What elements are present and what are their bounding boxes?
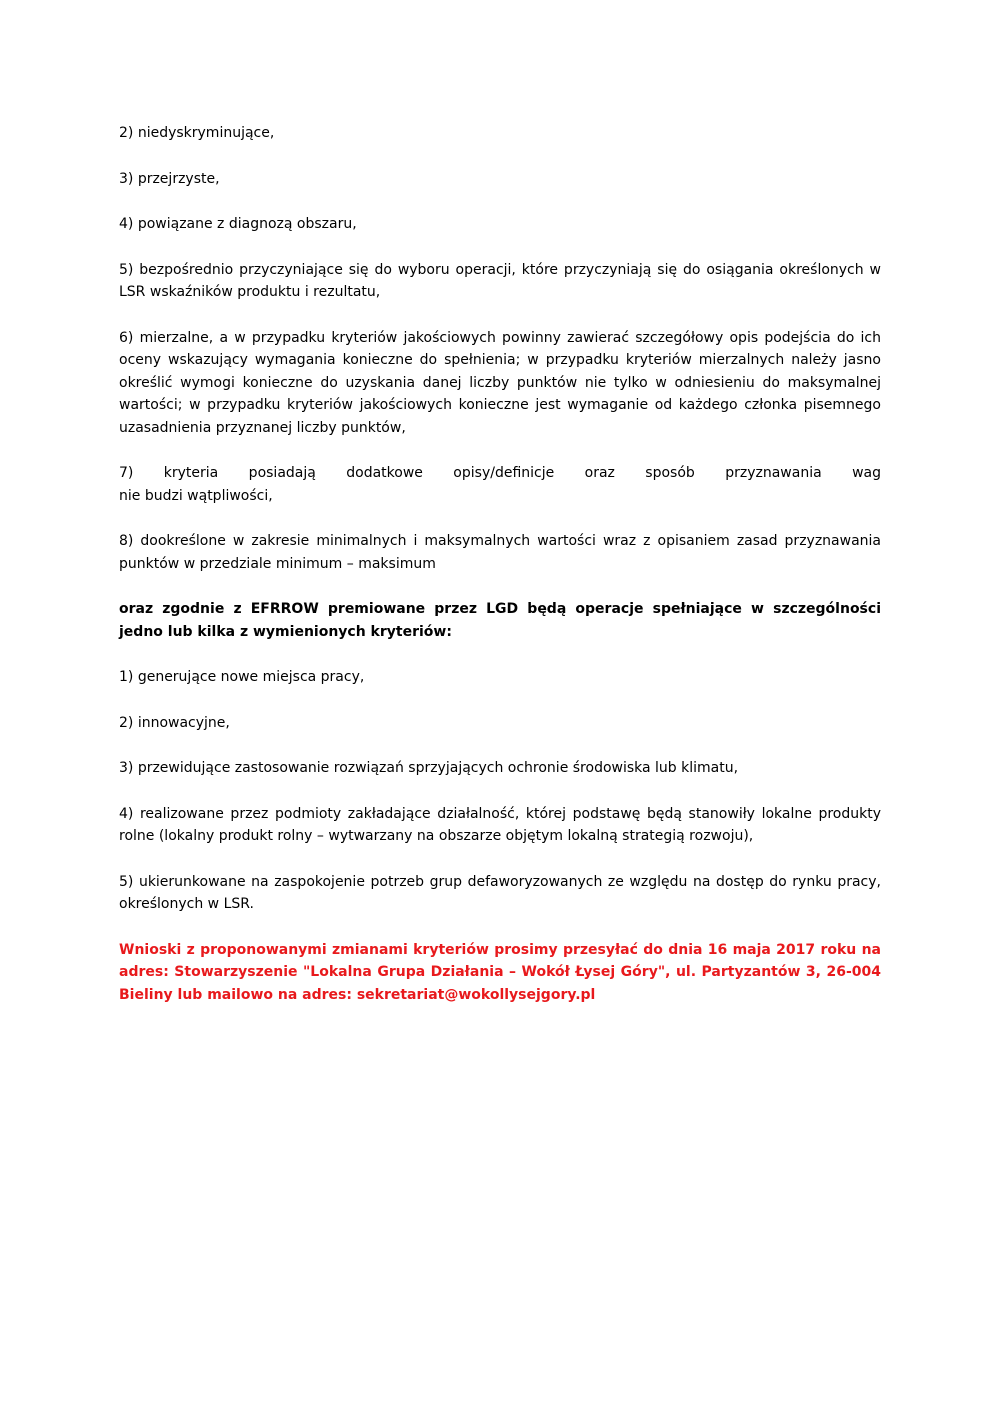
submission-notice: Wnioski z proponowanymi zmianami kryteriów prosimy przesyłać do dnia 16 maja 2017 roku na adres: Stowarzyszenie "Lokalna Grupa Działania – Wokół Łysej Góry", ul. Partyzantów 3, 26-004 Bieliny lub mailowo na adres: sekretariat@wokollysejgory.pl	[119, 941, 881, 1003]
efrrow-criterion-1-new-jobs: 1) generujące nowe miejsca pracy,	[119, 669, 365, 685]
criterion-2-non-discriminatory: 2) niedyskryminujące,	[119, 125, 275, 141]
criterion-4-linked-to-diagnosis: 4) powiązane z diagnozą obszaru,	[119, 216, 357, 232]
criterion-7-line-1: 7) kryteria posiadają dodatkowe opisy/definicje oraz sposób przyznawania wag	[119, 465, 881, 481]
document-body	[119, 122, 881, 1029]
efrrow-criterion-4-local-products: 4) realizowane przez podmioty zakładające działalność, której podstawę będą stanowiły lokalne produkty rolne (lokalny produkt rolny – wytwarzany na obszarze objętym lokalną strategią rozwoju),	[119, 805, 881, 844]
criterion-7-line-2: nie budzi wątpliwości,	[119, 487, 273, 504]
criterion-8-min-max: 8) dookreślone w zakresie minimalnych i maksymalnych wartości wraz z opisaniem zasad przyznawania punktów w przedziale minimum – maksimum	[119, 533, 881, 572]
criterion-5-contributing-to-selection: 5) bezpośrednio przyczyniające się do wyboru operacji, które przyczyniają się do osiągania określonych w LSR wskaźników produktu i rezultatu,	[119, 261, 881, 300]
efrrow-heading: oraz zgodnie z EFRROW premiowane przez LGD będą operacje spełniające w szczególności jedno lub kilka z wymienionych kryteriów:	[119, 601, 881, 640]
criterion-7-definitions	[119, 462, 881, 507]
criterion-6-measurable: 6) mierzalne, a w przypadku kryteriów jakościowych powinny zawierać szczegółowy opis podejścia do ich oceny wskazujący wymagania konieczne do spełnienia; w przypadku kryteriów mierzalnych należy jasno określić wymogi konieczne do uzyskania danej liczby punktów nie tylko w odniesieniu do maksymalnej wartości; w przypadku kryteriów jakościowych konieczne jest wymaganie od każdego członka pisemnego uzasadnienia przyznanej liczby punktów,	[119, 329, 881, 436]
efrrow-criterion-5-disadvantaged-groups: 5) ukierunkowane na zaspokojenie potrzeb grup defaworyzowanych ze względu na dostęp do rynku pracy, określonych w LSR.	[119, 873, 881, 912]
criterion-3-transparent: 3) przejrzyste,	[119, 170, 220, 187]
efrrow-criterion-3-environment: 3) przewidujące zastosowanie rozwiązań sprzyjających ochronie środowiska lub klimatu,	[119, 760, 739, 776]
efrrow-criterion-2-innovative: 2) innowacyjne,	[119, 714, 230, 731]
